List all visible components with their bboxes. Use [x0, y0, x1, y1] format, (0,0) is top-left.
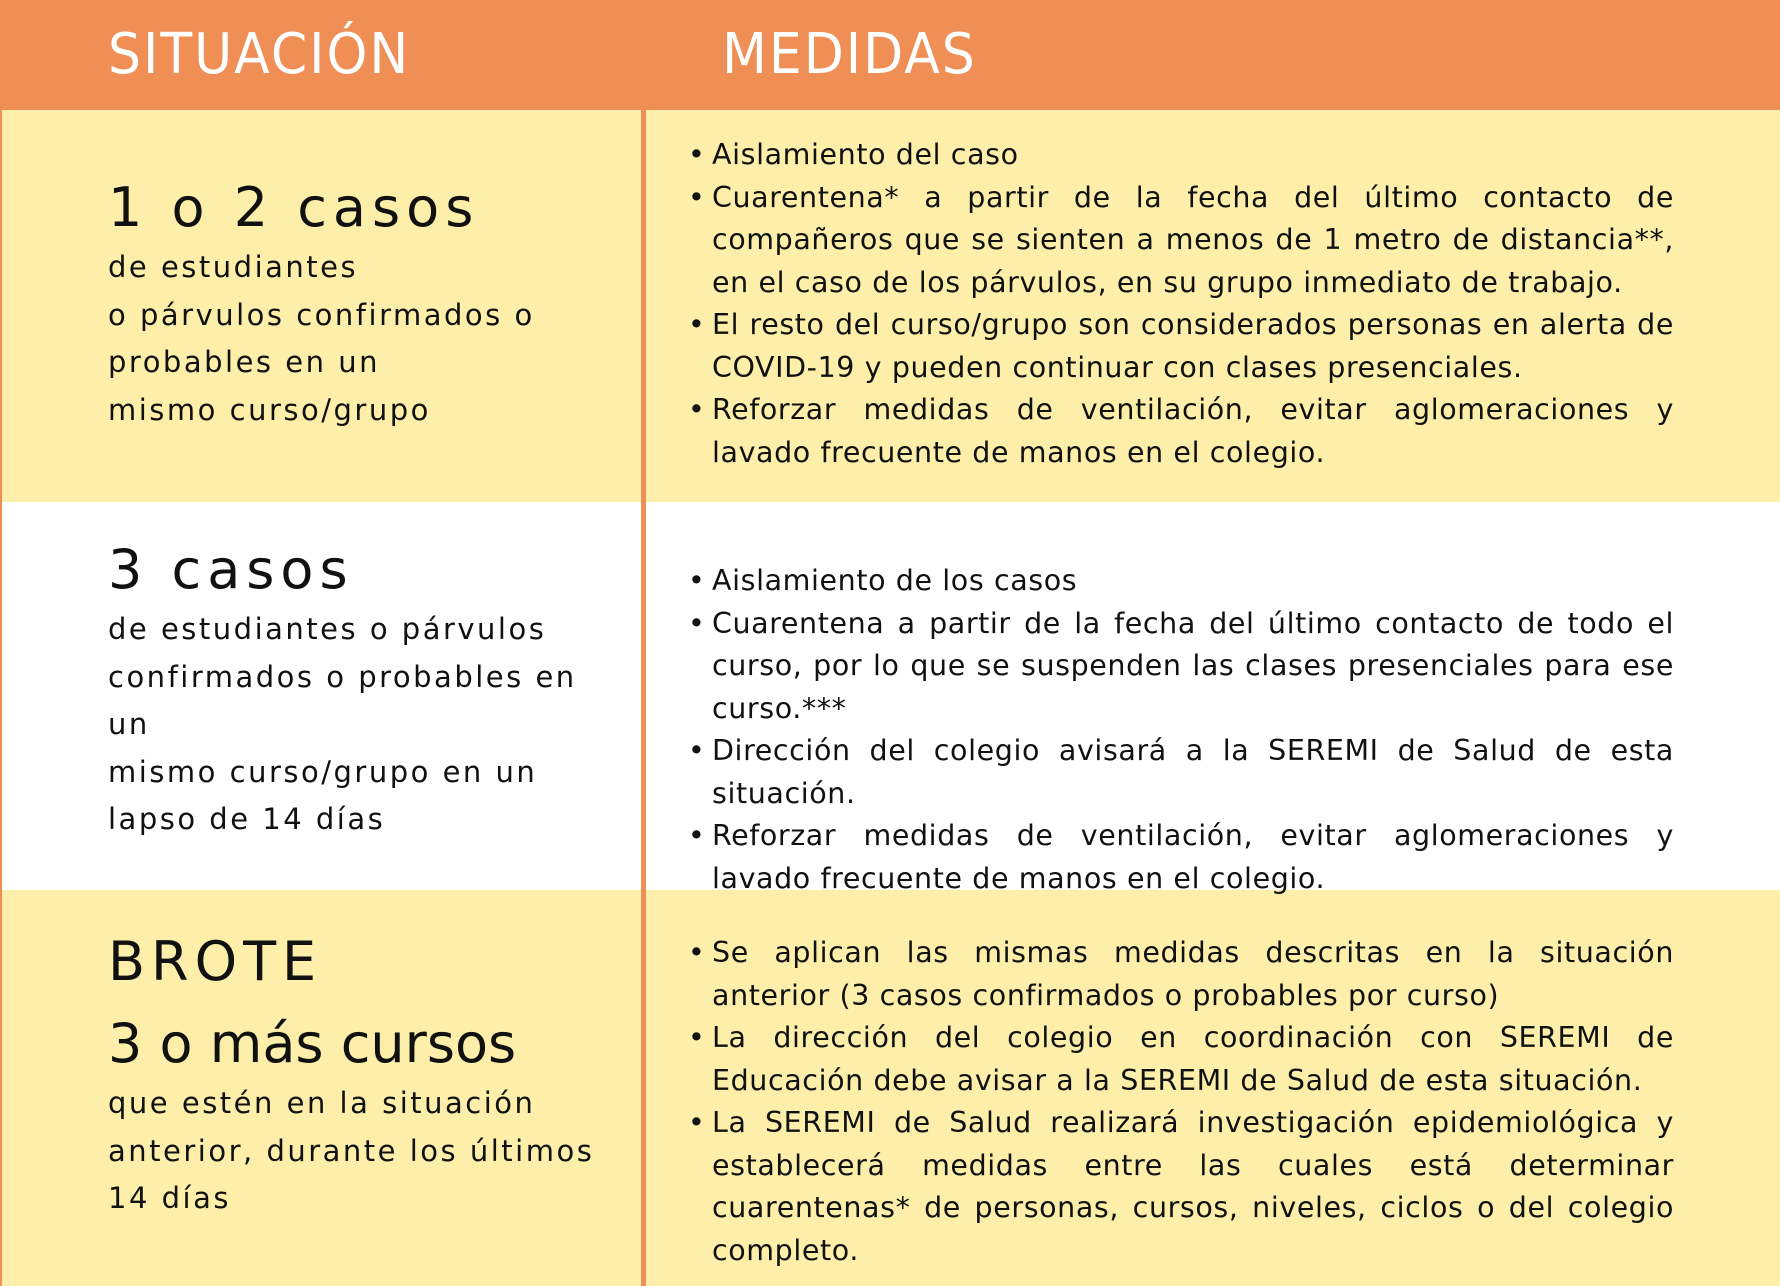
measures-list-3: [688, 932, 1674, 1272]
column-divider: [641, 110, 646, 1286]
table-header: [0, 0, 1780, 110]
measure-text: Cuarentena* a partir de la fecha del último contacto de compañeros que se sienten a menos de 1 metro de distancia**, en el caso de los párvulos, en su grupo inmediato de trabajo.: [712, 180, 1674, 299]
list-item: [684, 1102, 1674, 1272]
measure-text: La SEREMI de Salud realizará investigación epidemiológica y establecerá medidas entre las cuales está determinar cuarentenas* de personas, cursos, niveles, ciclos o del colegio completo.: [712, 1106, 1674, 1267]
measure-text: Cuarentena a partir de la fecha del último contacto de todo el curso, por lo que se suspenden las clases presenciales para ese curso.***: [712, 606, 1674, 725]
measures-list-1: [688, 134, 1674, 474]
list-item: [684, 815, 1674, 900]
header-medidas: MEDIDAS: [722, 22, 977, 87]
measure-text: Se aplican las mismas medidas descritas en la situación anterior (3 casos confirmados o probables por curso): [712, 936, 1674, 1012]
situation-description: de estudiantes o párvulos confirmados o probables en un mismo curso/grupo: [108, 250, 535, 427]
situation-title: 3 casos: [108, 538, 354, 601]
situation-title: 1 o 2 casos: [108, 176, 480, 239]
list-item: [684, 730, 1674, 815]
measure-text: Aislamiento del caso: [712, 138, 1019, 171]
bullet-icon: •: [688, 1021, 706, 1054]
bullet-icon: •: [688, 308, 706, 341]
measure-text: Aislamiento de los casos: [712, 564, 1078, 597]
measure-text: Reforzar medidas de ventilación, evitar aglomeraciones y lavado frecuente de manos en el colegio.: [712, 819, 1674, 895]
bullet-icon: •: [688, 819, 706, 852]
measures-list-2: [688, 560, 1674, 900]
situation-description: de estudiantes o párvulos confirmados o probables en un mismo curso/grupo en un lapso de 14 días: [108, 612, 577, 836]
situation-cell-3: [108, 930, 628, 1223]
bullet-icon: •: [688, 606, 706, 640]
measure-text: La dirección del colegio en coordinación con SEREMI de Educación debe avisar a la SEREMI de Salud de esta situación.: [712, 1021, 1674, 1097]
bullet-icon: •: [688, 734, 706, 767]
list-item: [684, 560, 1674, 603]
list-item: [684, 177, 1674, 305]
list-item: [684, 1017, 1674, 1102]
measure-text: Reforzar medidas de ventilación, evitar aglomeraciones y lavado frecuente de manos en el colegio.: [712, 393, 1674, 469]
situation-title: BROTE: [108, 930, 323, 993]
list-item: [684, 134, 1674, 177]
bullet-icon: •: [688, 1106, 706, 1139]
list-item: [684, 603, 1674, 731]
bullet-icon: •: [688, 180, 706, 214]
list-item: [684, 932, 1674, 1017]
list-item: [684, 389, 1674, 474]
situation-cell-2: [108, 538, 628, 844]
header-situacion: SITUACIÓN: [108, 22, 411, 87]
bullet-icon: •: [688, 564, 706, 597]
situation-description: que estén en la situación anterior, durante los últimos 14 días: [108, 1086, 595, 1215]
bullet-icon: •: [688, 393, 706, 426]
measure-text: El resto del curso/grupo son considerados personas en alerta de COVID-19 y pueden continuar con clases presenciales.: [712, 308, 1674, 384]
bullet-icon: •: [688, 138, 706, 171]
measure-text: Dirección del colegio avisará a la SEREMI de Salud de esta situación.: [712, 734, 1674, 810]
situation-subtitle: 3 o más cursos: [108, 1012, 517, 1075]
list-item: [684, 304, 1674, 389]
bullet-icon: •: [688, 936, 706, 969]
situation-cell-1: [108, 176, 628, 434]
left-border: [0, 110, 2, 1286]
